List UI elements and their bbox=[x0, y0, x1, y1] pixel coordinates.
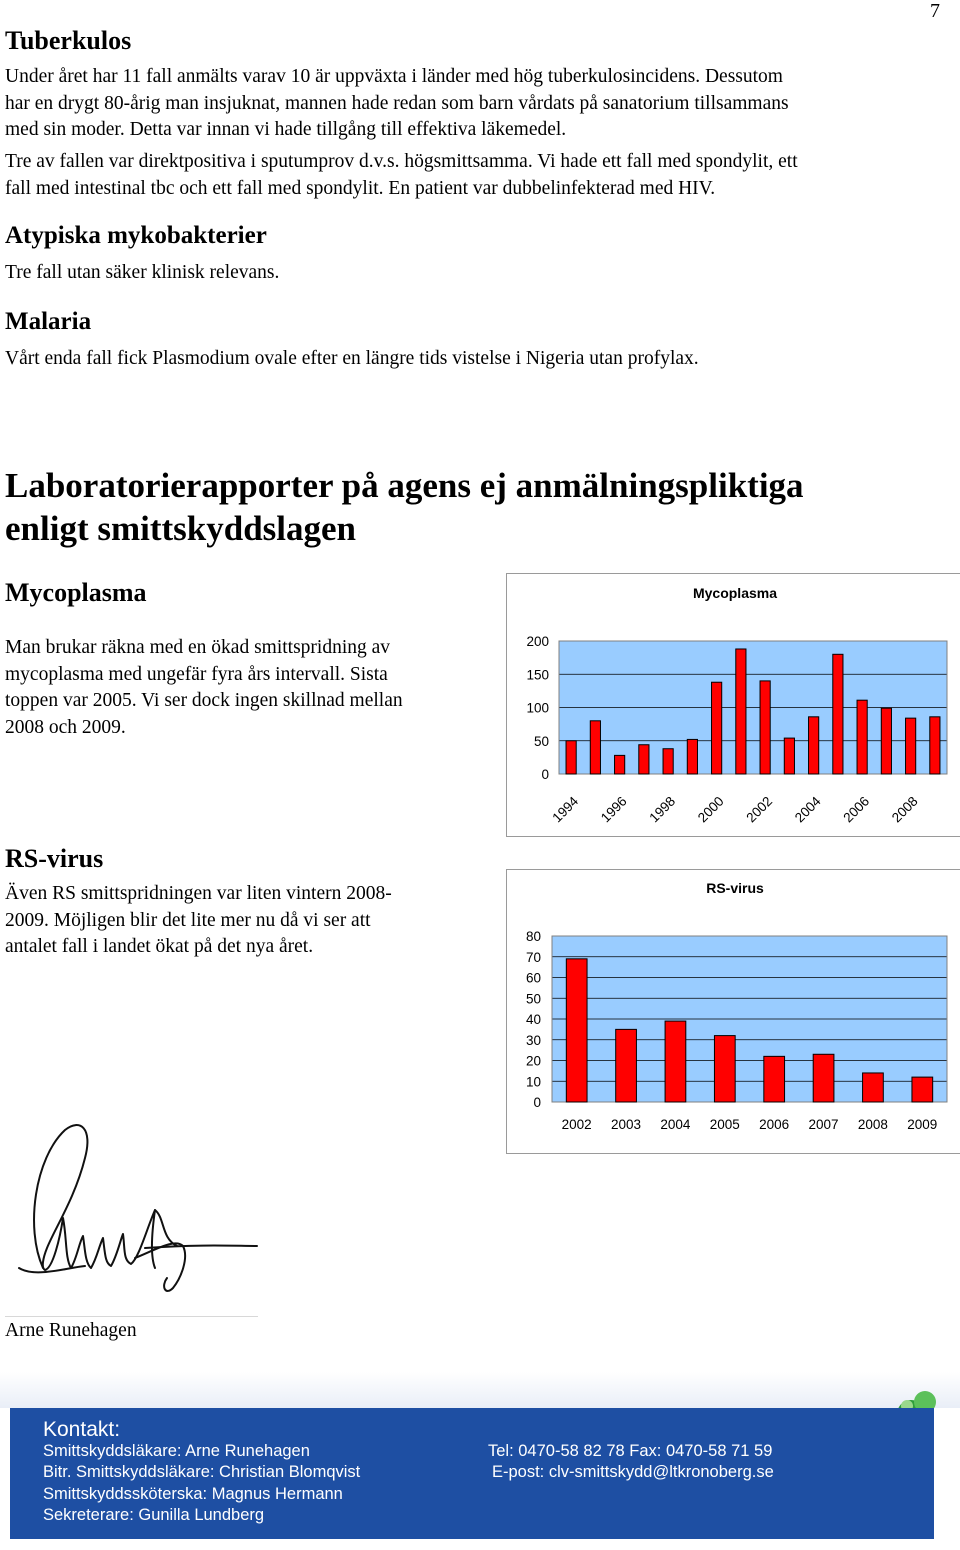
tuberkulos-paragraph-2 bbox=[5, 149, 798, 202]
heading-line: Laboratorierapporter på agens ej anmälningspliktiga bbox=[5, 466, 804, 505]
bar bbox=[712, 682, 722, 774]
bar bbox=[566, 741, 576, 774]
bar bbox=[590, 721, 600, 774]
x-tick-label: 2008 bbox=[857, 1117, 888, 1132]
y-tick-label: 0 bbox=[533, 1095, 541, 1110]
x-tick-label: 2007 bbox=[808, 1117, 839, 1132]
footer-phone-fax: Tel: 0470-58 82 78 Fax: 0470-58 71 59 bbox=[488, 1442, 773, 1460]
bar bbox=[760, 681, 770, 774]
bar bbox=[616, 1029, 637, 1102]
bar bbox=[809, 717, 819, 774]
text-line: Under året har 11 fall anmälts varav 10 är uppväxta i länder med hög tuberkulosincidens. Dessutom bbox=[5, 66, 783, 87]
y-tick-label: 40 bbox=[525, 1012, 541, 1027]
bar bbox=[930, 717, 940, 774]
footer-fade bbox=[0, 1372, 960, 1408]
text-line: Tre av fallen var direktpositiva i sputumprov d.v.s. högsmittsamma. Vi hade ett fall med spondylit, ett bbox=[5, 151, 798, 172]
page-number: 7 bbox=[930, 0, 940, 22]
bar bbox=[881, 708, 891, 774]
bar bbox=[764, 1056, 785, 1102]
atypiska-heading: Atypiska mykobakterier bbox=[5, 222, 267, 249]
contact-footer bbox=[10, 1408, 934, 1539]
text-line: fall med intestinal tbc och ett fall med spondylit. En patient var dubbelinfekterad med HIV. bbox=[5, 177, 716, 199]
footer-email-link[interactable]: E-post: clv-smittskydd@ltkronoberg.se bbox=[492, 1463, 774, 1481]
y-tick-label: 10 bbox=[525, 1074, 541, 1090]
y-tick-label: 150 bbox=[526, 667, 549, 683]
rs-virus-paragraph bbox=[5, 881, 392, 961]
mycoplasma-heading: Mycoplasma bbox=[5, 578, 147, 607]
footer-left-line: Bitr. Smittskyddsläkare: Christian Blomqvist bbox=[43, 1463, 361, 1481]
x-tick-label: 2004 bbox=[660, 1117, 691, 1132]
signature-drawing bbox=[5, 1118, 258, 1316]
bar bbox=[639, 745, 649, 774]
bar bbox=[566, 959, 587, 1102]
bar bbox=[736, 649, 746, 774]
x-tick-label: 1998 bbox=[646, 793, 679, 826]
y-tick-label: 30 bbox=[525, 1032, 541, 1048]
chart-title: Mycoplasma bbox=[692, 585, 778, 601]
atypiska-text: Tre fall utan säker klinisk relevans. bbox=[5, 262, 280, 283]
bar bbox=[857, 700, 867, 774]
x-tick-label: 2008 bbox=[888, 793, 921, 826]
bar bbox=[665, 1021, 686, 1102]
text-line: mycoplasma med ungefär fyra års intervall. Sista bbox=[5, 663, 388, 685]
rs-virus-chart bbox=[506, 869, 960, 1154]
rs-virus-heading: RS-virus bbox=[5, 844, 104, 873]
text-line: har en drygt 80-årig man insjuknat, mannen hade redan som barn vårdats på sanatorium tillsammans bbox=[5, 92, 789, 114]
footer-left-line: Smittskyddsläkare: Arne Runehagen bbox=[43, 1442, 310, 1460]
malaria-heading: Malaria bbox=[5, 308, 92, 335]
text-line: Även RS smittspridningen var liten vintern 2008- bbox=[5, 883, 392, 904]
text-line: antalet fall i landet ökat på det nya året. bbox=[5, 936, 314, 957]
y-tick-label: 80 bbox=[525, 929, 541, 944]
x-tick-label: 2002 bbox=[743, 793, 776, 826]
bar bbox=[912, 1077, 933, 1102]
bar bbox=[833, 654, 843, 774]
mycoplasma-paragraph bbox=[5, 635, 403, 741]
y-tick-label: 70 bbox=[525, 949, 541, 965]
y-tick-label: 100 bbox=[526, 700, 549, 716]
bar bbox=[687, 739, 697, 774]
signature-line bbox=[5, 1316, 258, 1317]
chart-title: RS-virus bbox=[706, 880, 764, 896]
y-tick-label: 50 bbox=[525, 991, 541, 1007]
bar bbox=[615, 755, 625, 774]
mycoplasma-chart bbox=[506, 573, 960, 837]
x-tick-label: 2000 bbox=[694, 793, 727, 826]
signature-name: Arne Runehagen bbox=[5, 1320, 137, 1341]
mycoplasma-chart-svg bbox=[507, 574, 960, 836]
lab-reports-heading bbox=[5, 464, 905, 550]
x-tick-label: 1994 bbox=[549, 793, 582, 826]
heading-line: enligt smittskyddslagen bbox=[5, 509, 357, 548]
tuberkulos-paragraph-1 bbox=[5, 64, 789, 144]
footer-left-line: Sekreterare: Gunilla Lundberg bbox=[43, 1506, 265, 1524]
bar bbox=[863, 1073, 884, 1102]
rs-virus-chart-svg bbox=[507, 870, 960, 1153]
bar bbox=[663, 749, 673, 774]
footer-left-line: Smittskyddssköterska: Magnus Hermann bbox=[43, 1485, 343, 1503]
text-line: 2008 och 2009. bbox=[5, 716, 126, 738]
bar bbox=[813, 1054, 834, 1102]
x-tick-label: 2002 bbox=[561, 1117, 592, 1132]
y-tick-label: 200 bbox=[526, 634, 549, 649]
y-tick-label: 50 bbox=[533, 733, 549, 749]
tuberkulos-heading: Tuberkulos bbox=[5, 26, 132, 55]
bar bbox=[714, 1036, 735, 1102]
bar bbox=[906, 718, 916, 774]
bar bbox=[784, 738, 794, 774]
x-tick-label: 2006 bbox=[840, 793, 873, 826]
x-tick-label: 2004 bbox=[791, 793, 824, 826]
text-line: 2009. Möjligen blir det lite mer nu då vi ser att bbox=[5, 909, 371, 931]
kontakt-label: Kontakt: bbox=[43, 1418, 121, 1441]
x-tick-label: 2003 bbox=[611, 1117, 642, 1132]
x-tick-label: 2005 bbox=[709, 1117, 740, 1132]
text-line: med sin moder. Detta var innan vi hade tillgång till effektiva läkemedel. bbox=[5, 119, 567, 140]
malaria-text: Vårt enda fall fick Plasmodium ovale efter en längre tids vistelse i Nigeria utan profylax. bbox=[5, 348, 699, 369]
text-line: toppen var 2005. Vi ser dock ingen skillnad mellan bbox=[5, 690, 403, 711]
x-tick-label: 1996 bbox=[597, 793, 630, 826]
handwritten-signature bbox=[5, 1118, 258, 1316]
x-tick-label: 2009 bbox=[907, 1117, 938, 1132]
x-tick-label: 2006 bbox=[759, 1117, 790, 1132]
text-line: Man brukar räkna med en ökad smittspridning av bbox=[5, 637, 391, 658]
y-tick-label: 60 bbox=[525, 970, 541, 986]
y-tick-label: 0 bbox=[541, 767, 549, 782]
y-tick-label: 20 bbox=[525, 1053, 541, 1069]
